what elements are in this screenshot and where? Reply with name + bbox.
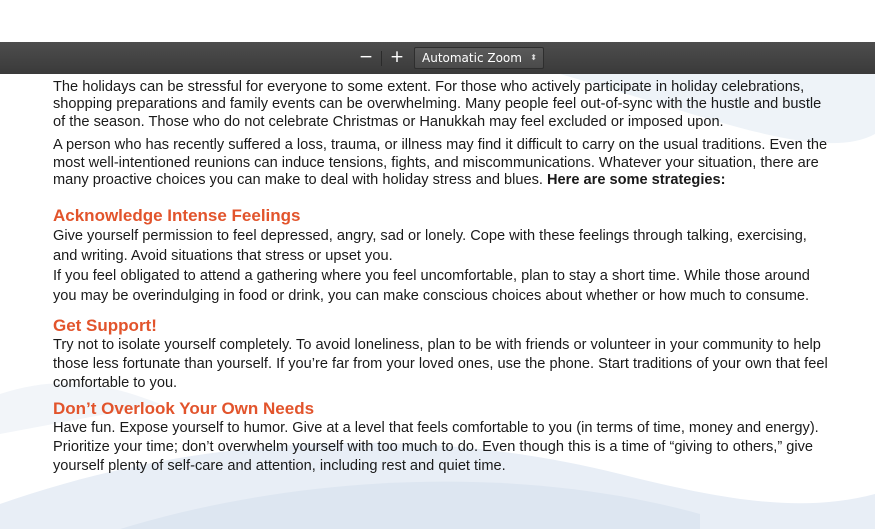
section-heading-acknowledge-feelings: Acknowledge Intense Feelings (53, 206, 301, 226)
section-heading-get-support: Get Support! (53, 316, 157, 336)
zoom-out-button[interactable]: − (358, 47, 374, 67)
document-page (0, 74, 875, 529)
zoom-in-button[interactable]: + (389, 47, 405, 67)
zoom-select-value: Automatic Zoom (422, 51, 522, 65)
top-blank-area (0, 0, 875, 42)
toolbar-separator (381, 51, 382, 66)
section-paragraph: Try not to isolate yourself completely. To avoid loneliness, plan to be with friends or volunteer in your community to help those less fortunate than yourself. If you’re far from your loved ones, use the phone. Start traditions of your own that feel comfortable to you. (53, 337, 828, 392)
zoom-select[interactable] (414, 47, 544, 69)
document-text-content (53, 79, 833, 476)
section-paragraph: Have fun. Expose yourself to humor. Give at a level that feels comfortable to you (in terms of time, money and energy). Prioritize your time; don’t overwhelm yourself with too much to do. Even though this is a time of “giving to others,” give yourself plenty of self-care and attention, including rest and quiet time. (53, 420, 819, 475)
section-paragraph: Give yourself permission to feel depressed, angry, sad or lonely. Cope with these feelings through talking, exercising, and writing. Avoid situations that stress or upset you. (53, 228, 807, 265)
intro-paragraph-2-text: A person who has recently suffered a loss, trauma, or illness may find it difficult to carry on the usual traditions. Even the most well-intentioned reunions can induce tensions, fights, and miscommunications. Whatever your situation, there are many proactive choices you can make to deal with holiday stress and blues. (53, 137, 828, 189)
section-paragraph: If you feel obligated to attend a gathering where you feel uncomfortable, plan to stay a short time. While those around you may be overindulging in food or drink, you can make conscious choices about whether or how much to consume. (53, 268, 810, 305)
strategies-lead-in: Here are some strategies: (547, 172, 726, 189)
pdf-viewer-toolbar (0, 42, 875, 75)
section-heading-own-needs: Don’t Overlook Your Own Needs (53, 399, 315, 419)
intro-paragraph: The holidays can be stressful for everyone to some extent. For those who actively participate in holiday celebrations, shopping preparations and family events can be overwhelming. Many people feel out-of-sync with the hustle and bustle of the season. Those who do not celebrate Christmas or Hanukkah may feel excluded or imposed upon. (53, 79, 822, 130)
intro-paragraph-2 (53, 137, 833, 189)
select-arrow-icon: ⬍ (530, 53, 537, 62)
